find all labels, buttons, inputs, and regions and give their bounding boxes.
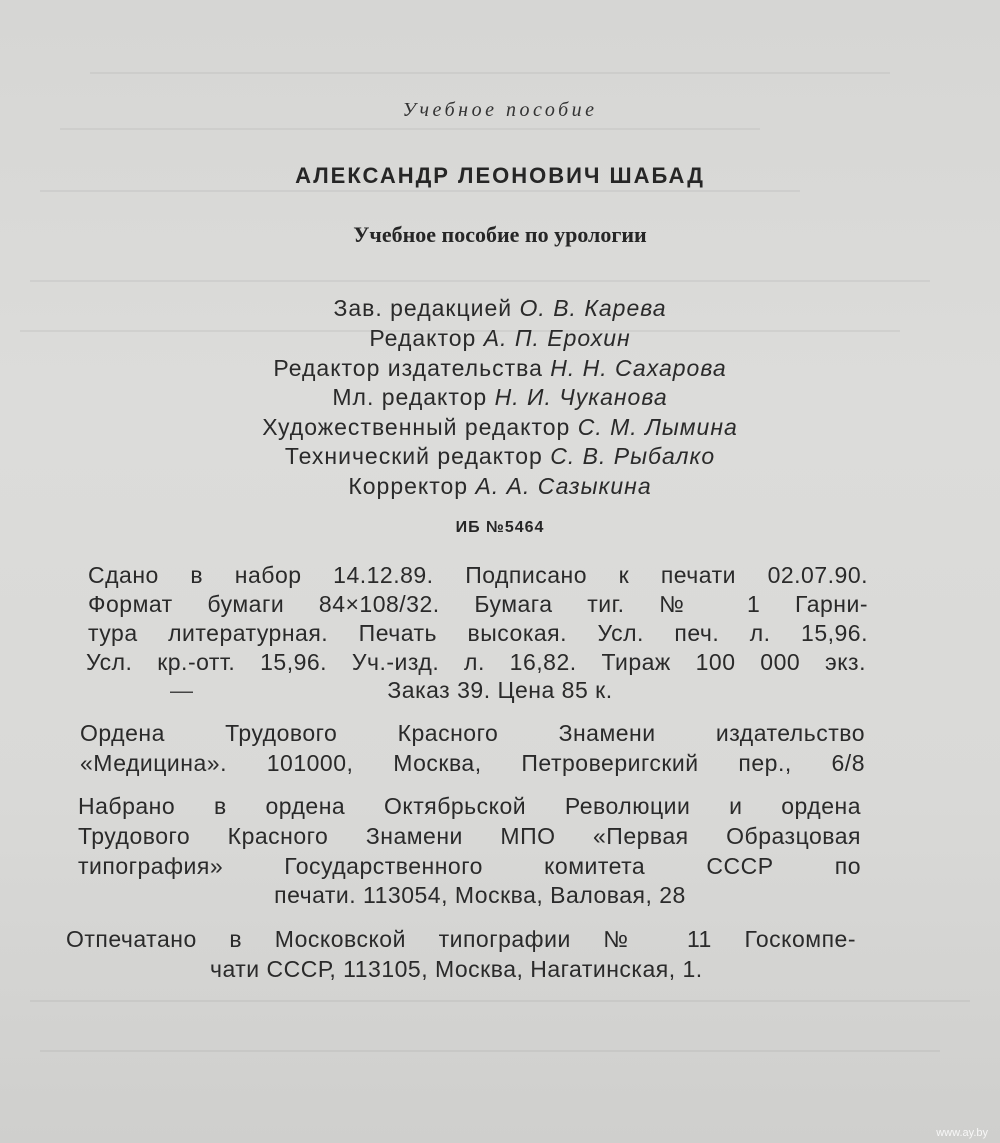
credit-role: Художественный редактор	[262, 414, 571, 440]
credit-role: Корректор	[348, 473, 469, 499]
publisher-line: «Медицина». 101000, Москва, Петроверигский пер., 6/8	[80, 750, 865, 776]
credit-role: Редактор	[369, 325, 477, 351]
watermark: www.ay.by	[936, 1127, 988, 1139]
bleed-through-line	[40, 1050, 940, 1052]
series-label: Учебное пособие	[402, 99, 598, 121]
printed-line: Отпечатано в Московской типографии № 11 Госкомпе-	[66, 926, 856, 952]
bleed-through-line	[30, 1000, 970, 1002]
bleed-through-line	[30, 280, 930, 282]
credit-line	[0, 414, 1000, 441]
credit-line	[0, 325, 1000, 352]
credit-name: Н. И. Чуканова	[494, 384, 668, 410]
credit-role: Мл. редактор	[332, 384, 488, 410]
credit-name: С. М. Лымина	[577, 414, 738, 440]
separator-dash: —	[170, 677, 193, 703]
typeset-line: Трудового Красного Знамени МПО «Первая Образцовая	[78, 823, 861, 849]
bleed-through-line	[60, 128, 760, 130]
credit-role: Зав. редакцией	[333, 295, 513, 321]
print-details-line: тура литературная. Печать высокая. Усл. печ. л. 15,96.	[88, 620, 868, 646]
credit-role: Редактор издательства	[273, 355, 543, 381]
book-title: Учебное пособие по урологии	[353, 222, 647, 247]
printed-line: чати СССР, 113105, Москва, Нагатинская, 1.	[210, 956, 703, 982]
credit-name: А. П. Ерохин	[483, 325, 631, 351]
credit-line	[0, 355, 1000, 382]
credit-name: О. В. Карева	[519, 295, 667, 321]
ib-number: ИБ №5464	[455, 519, 545, 536]
typeset-line: Набрано в ордена Октябрьской Революции и ордена	[78, 793, 861, 819]
print-details-line: Сдано в набор 14.12.89. Подписано к печати 02.07.90.	[88, 562, 868, 588]
print-details-line: Формат бумаги 84×108/32. Бумага тиг. № 1 Гарни-	[88, 591, 868, 617]
credit-name: А. А. Сазыкина	[475, 473, 652, 499]
credit-line	[0, 443, 1000, 470]
credit-name: С. В. Рыбалко	[550, 443, 716, 469]
credit-name: Н. Н. Сахарова	[550, 355, 727, 381]
credit-line	[0, 473, 1000, 500]
bleed-through-line	[40, 190, 800, 192]
typeset-line: типография» Государственного комитета СССР по	[78, 853, 861, 879]
publisher-line: Ордена Трудового Красного Знамени издательство	[80, 720, 865, 746]
author-name: АЛЕКСАНДР ЛЕОНОВИЧ ШАБАД	[295, 163, 705, 188]
credit-line	[0, 295, 1000, 322]
credit-role: Технический редактор	[284, 443, 543, 469]
order-price: Заказ 39. Цена 85 к.	[387, 677, 613, 703]
typeset-line: печати. 113054, Москва, Валовая, 28	[274, 882, 686, 908]
credit-line	[0, 384, 1000, 411]
print-details-line: Усл. кр.-отт. 15,96. Уч.-изд. л. 16,82. Тираж 100 000 экз.	[86, 649, 866, 675]
bleed-through-line	[90, 72, 890, 74]
